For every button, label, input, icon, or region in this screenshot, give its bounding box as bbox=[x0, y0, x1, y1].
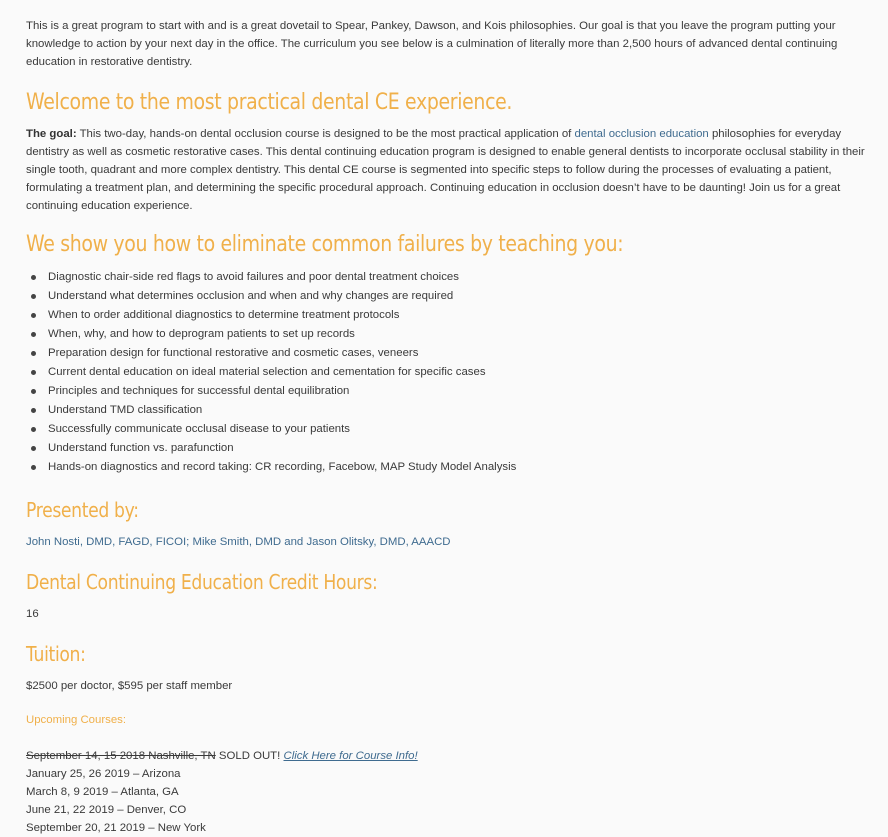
welcome-heading: Welcome to the most practical dental CE experience. bbox=[26, 90, 513, 115]
course-nashville bbox=[26, 747, 880, 765]
presenter-and: and bbox=[281, 536, 307, 548]
presented-by-heading: Presented by: bbox=[26, 498, 139, 522]
list-item: Principles and techniques for successful dental equilibration bbox=[48, 382, 880, 401]
presenter-separator: ; bbox=[186, 536, 193, 548]
list-item: Preparation design for functional restorative and cosmetic cases, veneers bbox=[48, 344, 880, 363]
list-item: Successfully communicate occlusal disease to your patients bbox=[48, 420, 880, 439]
list-item: Current dental education on ideal material selection and cementation for specific cases bbox=[48, 363, 880, 382]
presenters-line bbox=[26, 533, 880, 551]
courses-list bbox=[26, 747, 880, 837]
presenter-nosti-link[interactable]: John Nosti, DMD, FAGD, FICOI bbox=[26, 536, 187, 548]
list-item: Hands-on diagnostics and record taking: CR recording, Facebow, MAP Study Model Analysis bbox=[48, 458, 880, 477]
presenter-smith-link[interactable]: Mike Smith, DMD bbox=[192, 536, 282, 548]
course-item: June 21, 22 2019 – Denver, CO bbox=[26, 804, 187, 816]
sold-out-label: SOLD OUT! bbox=[215, 750, 284, 762]
list-item: Understand function vs. parafunction bbox=[48, 439, 880, 458]
dental-occlusion-education-link[interactable]: dental occlusion education bbox=[574, 128, 709, 140]
goal-paragraph bbox=[26, 125, 880, 215]
list-item: Diagnostic chair-side red flags to avoid failures and poor dental treatment choices bbox=[48, 268, 880, 287]
teaching-list bbox=[26, 268, 880, 477]
course-item: January 25, 26 2019 – Arizona bbox=[26, 768, 181, 780]
presenter-olitsky-link[interactable]: Jason Olitsky, DMD, AAACD bbox=[306, 536, 451, 548]
teaching-heading: We show you how to eliminate common failures by teaching you: bbox=[26, 232, 624, 257]
list-item: Understand what determines occlusion and when and why changes are required bbox=[48, 287, 880, 306]
tuition-value: $2500 per doctor, $595 per staff member bbox=[26, 680, 233, 692]
intro-paragraph: This is a great program to start with and is a great dovetail to Spear, Pankey, Dawson, and Kois philosophies. Our goal is that you leave the program putting your knowledge to action by your next day in the office. The curriculum you see below is a culmination of literally more than 2,500 hours of advanced dental continuing education in restorative dentistry. bbox=[26, 20, 838, 68]
course-info-link[interactable]: Click Here for Course Info! bbox=[283, 750, 418, 762]
goal-label: The goal: bbox=[26, 128, 77, 140]
tuition-heading: Tuition: bbox=[26, 642, 86, 666]
goal-text-before: This two-day, hands-on dental occlusion course is designed to be the most practical application of bbox=[76, 128, 575, 140]
course-item: March 8, 9 2019 – Atlanta, GA bbox=[26, 786, 179, 798]
course-item: September 20, 21 2019 – New York bbox=[26, 822, 206, 834]
course-nashville-date: September 14, 15 2018 Nashville, TN bbox=[26, 750, 216, 762]
upcoming-courses-label: Upcoming Courses: bbox=[26, 714, 127, 726]
list-item: When, why, and how to deprogram patients to set up records bbox=[48, 325, 880, 344]
list-item: Understand TMD classification bbox=[48, 401, 880, 420]
list-item: When to order additional diagnostics to determine treatment protocols bbox=[48, 306, 880, 325]
credit-hours-value: 16 bbox=[26, 608, 39, 620]
credit-hours-heading: Dental Continuing Education Credit Hours: bbox=[26, 570, 378, 594]
goal-text-after: philosophies for everyday dentistry as well as cosmetic restorative cases. This dental continuing education program is designed to enable general dentists to incorporate occlusal stability in their single tooth, quadrant and more complex dentistry. This dental CE course is segmented into specific steps to follow during the processes of evaluating a patient, formulating a treatment plan, and determining the specific procedural approach. Continuing education in occlusion doesn’t have to be daunting! Join us for a great continuing education experience. bbox=[26, 128, 865, 212]
